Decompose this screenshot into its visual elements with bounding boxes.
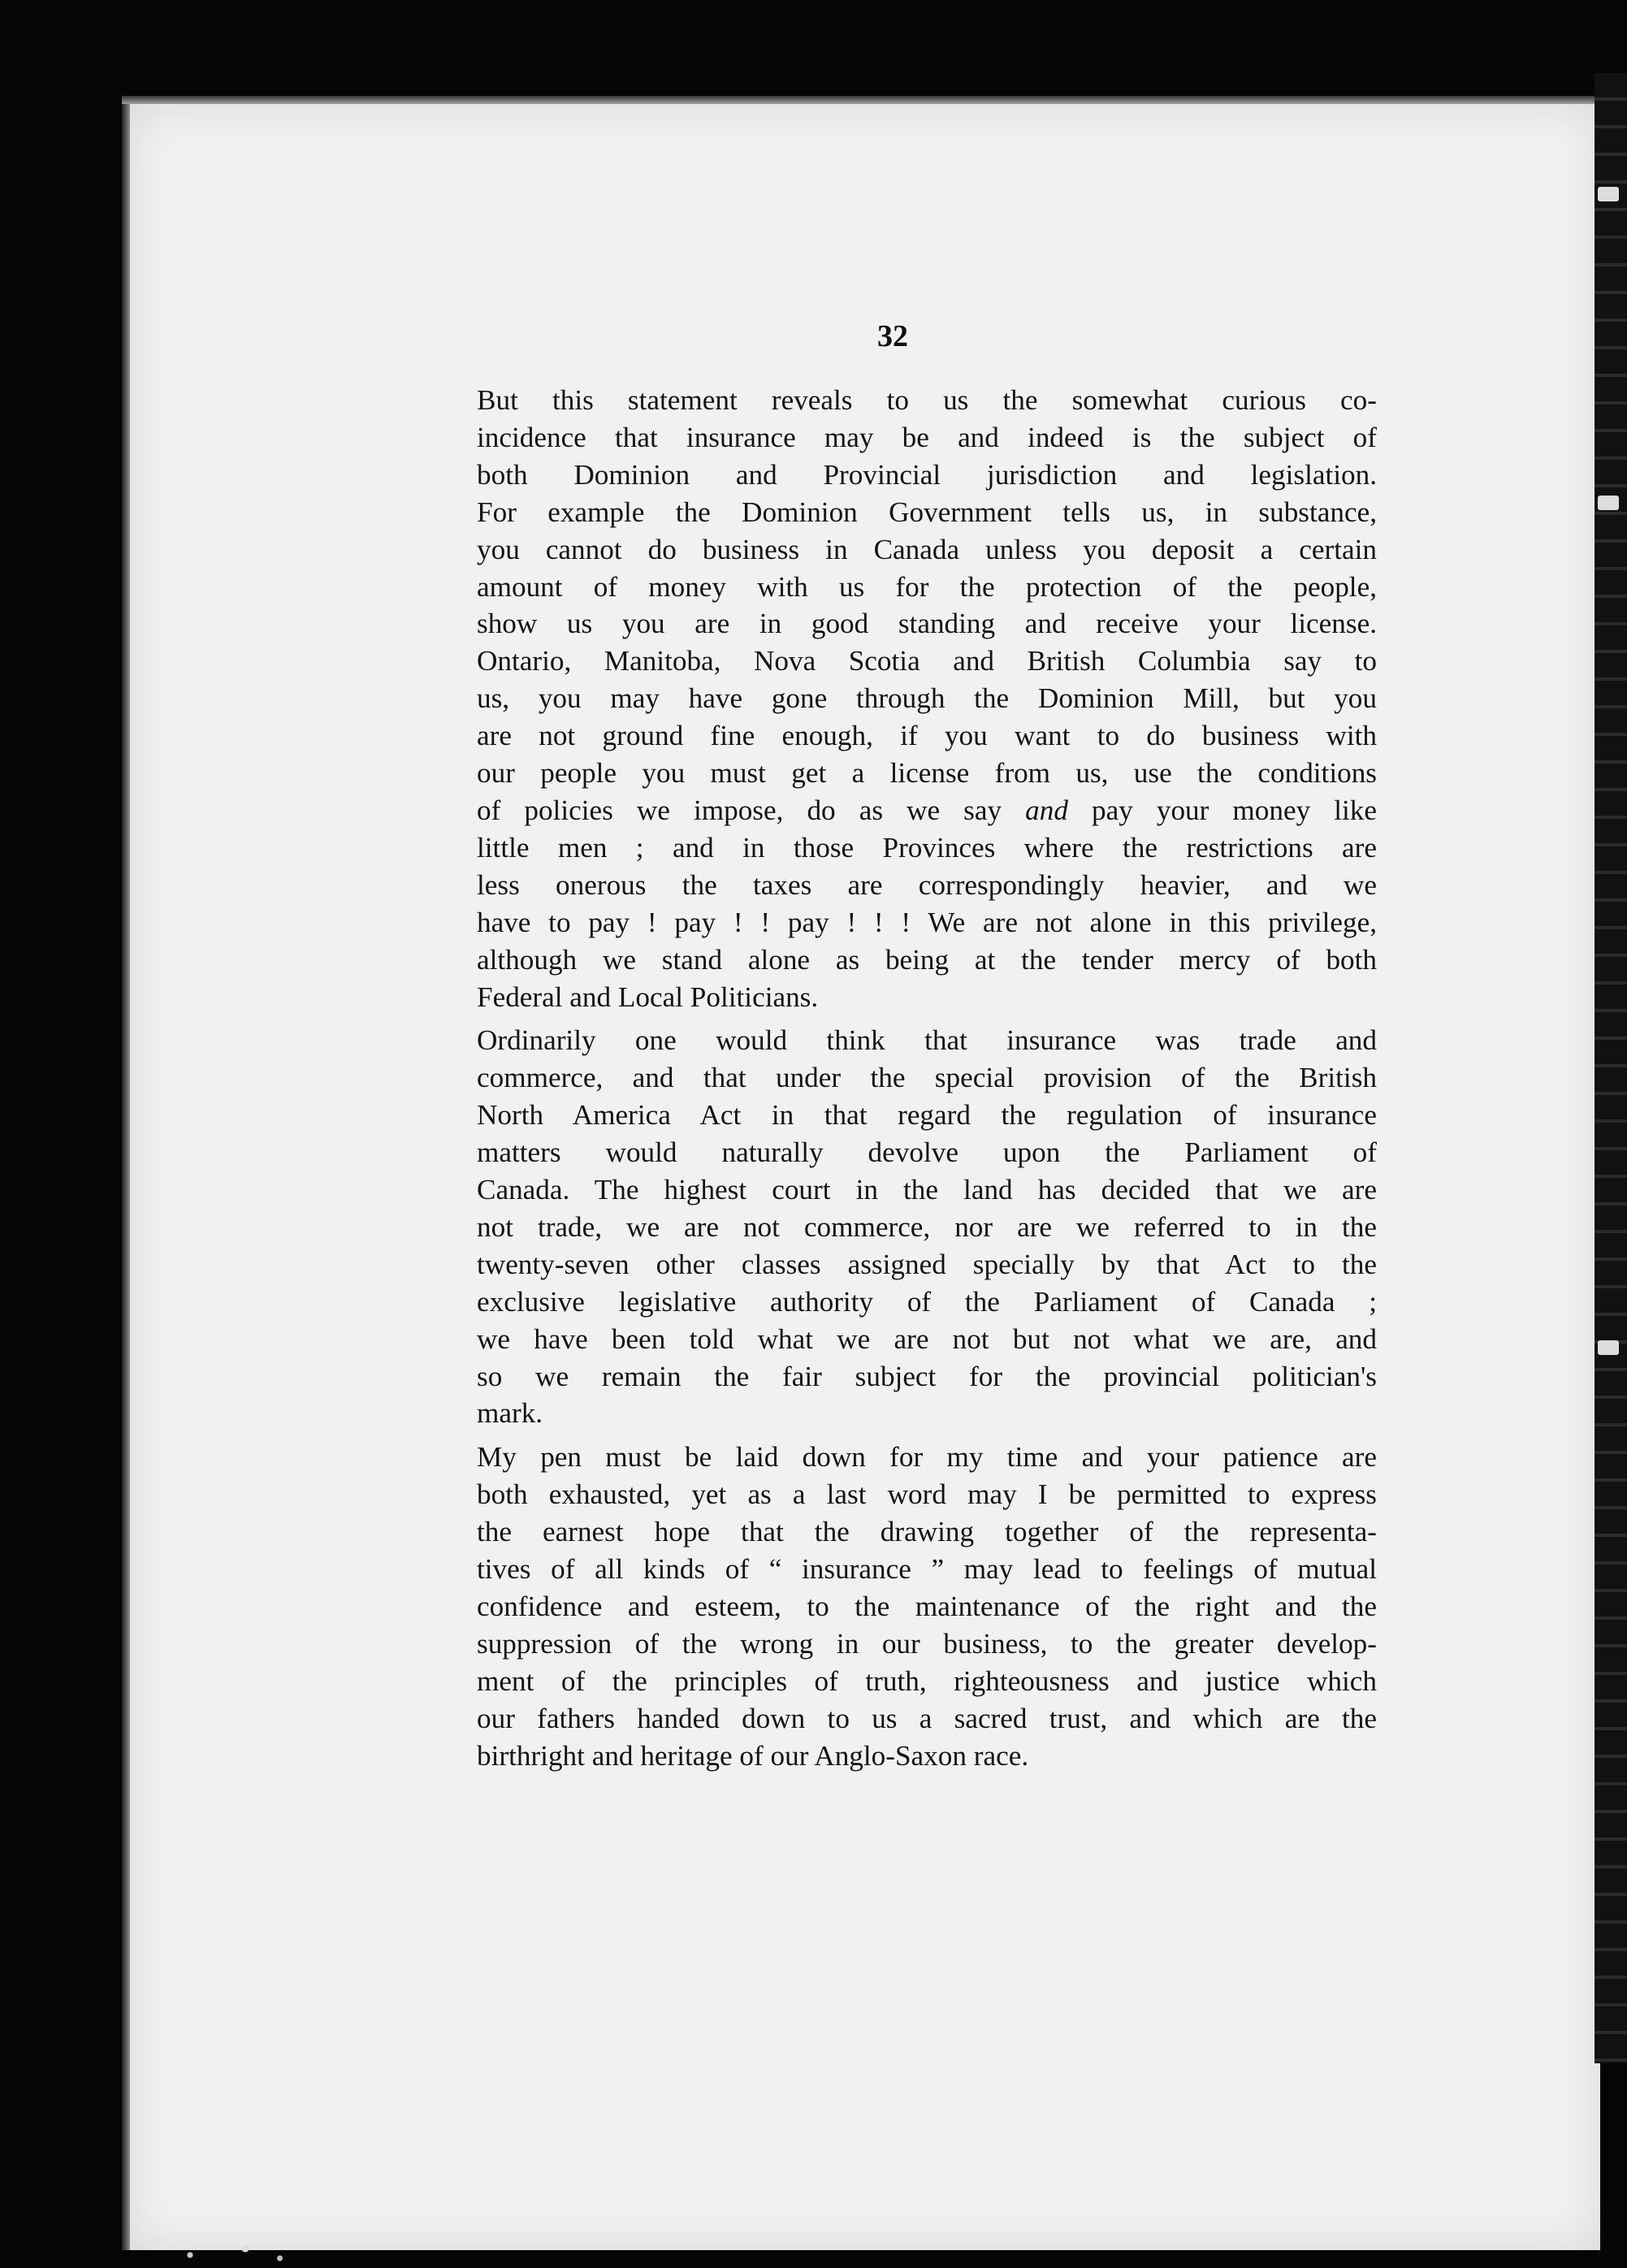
text-line: But this statement reveals to us the somewhat curious co- bbox=[477, 384, 1377, 416]
text-line: twenty-seven other classes assigned specially by that Act to the bbox=[477, 1248, 1377, 1280]
text-line: so we remain the fair subject for the provincial politician's bbox=[477, 1360, 1377, 1392]
text-line: North America Act in that regard the regulation of insurance bbox=[477, 1099, 1377, 1132]
text-line: show us you are in good standing and receive your license. bbox=[477, 608, 1377, 640]
text-line: My pen must be laid down for my time and your patience are bbox=[477, 1441, 1377, 1474]
binding-clip bbox=[1598, 1340, 1619, 1355]
text-line: both Dominion and Provincial jurisdiction and legislation. bbox=[477, 458, 1377, 491]
paragraph-2 bbox=[451, 1022, 1377, 1432]
binding-clip bbox=[1598, 496, 1619, 510]
text-line: suppression of the wrong in our business, to the greater develop- bbox=[477, 1627, 1377, 1660]
text-line: of policies we impose, do as we say and pay your money like bbox=[477, 794, 1377, 826]
text-line: Ordinarily one would think that insurance was trade and bbox=[477, 1024, 1377, 1057]
text-line: both exhausted, yet as a last word may I be permitted to express bbox=[477, 1478, 1377, 1511]
page-number: 32 bbox=[877, 319, 908, 353]
text-line: exclusive legislative authority of the Parliament of Canada ; bbox=[477, 1285, 1377, 1318]
text-line: ment of the principles of truth, righteousness and justice which bbox=[477, 1664, 1377, 1697]
binding-clip bbox=[1598, 187, 1619, 201]
text-line: incidence that insurance may be and indeed is the subject of bbox=[477, 421, 1377, 453]
text-line: confidence and esteem, to the maintenance of the right and the bbox=[477, 1591, 1377, 1622]
text-line: little men ; and in those Provinces where the restrictions are bbox=[477, 831, 1377, 863]
text-line: Federal and Local Politicians. bbox=[477, 980, 819, 1013]
text-line: tives of all kinds of “ insurance ” may lead to feelings of mutual bbox=[477, 1553, 1377, 1586]
text-line: although we stand alone as being at the tender mercy of both bbox=[477, 943, 1377, 976]
text-line: amount of money with us for the protection of the people, bbox=[477, 570, 1377, 603]
paragraph-3 bbox=[451, 1439, 1377, 1774]
text-line: we have been told what we are not but not what we are, and bbox=[477, 1322, 1377, 1355]
text-line: our people you must get a license from us, use the conditions bbox=[477, 757, 1377, 790]
text-line: birthright and heritage of our Anglo-Saxon race. bbox=[477, 1739, 1029, 1772]
text-line: not trade, we are not commerce, nor are we referred to in the bbox=[477, 1210, 1377, 1243]
paragraph-1 bbox=[451, 382, 1377, 1015]
body-text bbox=[451, 382, 1377, 1781]
text-line: For example the Dominion Government tells us, in substance, bbox=[477, 496, 1377, 528]
text-line: commerce, and that under the special provision of the British bbox=[477, 1062, 1377, 1094]
text-line: our fathers handed down to us a sacred trust, and which are the bbox=[477, 1702, 1377, 1734]
text-line: Ontario, Manitoba, Nova Scotia and British Columbia say to bbox=[477, 645, 1377, 677]
text-line: Canada. The highest court in the land has decided that we are bbox=[477, 1174, 1377, 1206]
text-line: less onerous the taxes are correspondingly heavier, and we bbox=[477, 868, 1377, 901]
text-line: the earnest hope that the drawing together of the representa- bbox=[477, 1516, 1377, 1548]
text-line: us, you may have gone through the Dominion Mill, but you bbox=[477, 682, 1377, 715]
text-line: matters would naturally devolve upon the Parliament of bbox=[477, 1136, 1377, 1169]
scan-artifacts bbox=[162, 2236, 301, 2268]
book-binding bbox=[1595, 73, 1627, 2063]
text-line: are not ground fine enough, if you want to do business with bbox=[477, 720, 1377, 752]
text-line: mark. bbox=[477, 1397, 543, 1430]
text-line: you cannot do business in Canada unless you deposit a certain bbox=[477, 533, 1377, 565]
text-line: have to pay ! pay ! ! pay ! ! ! We are not alone in this privilege, bbox=[477, 906, 1377, 938]
